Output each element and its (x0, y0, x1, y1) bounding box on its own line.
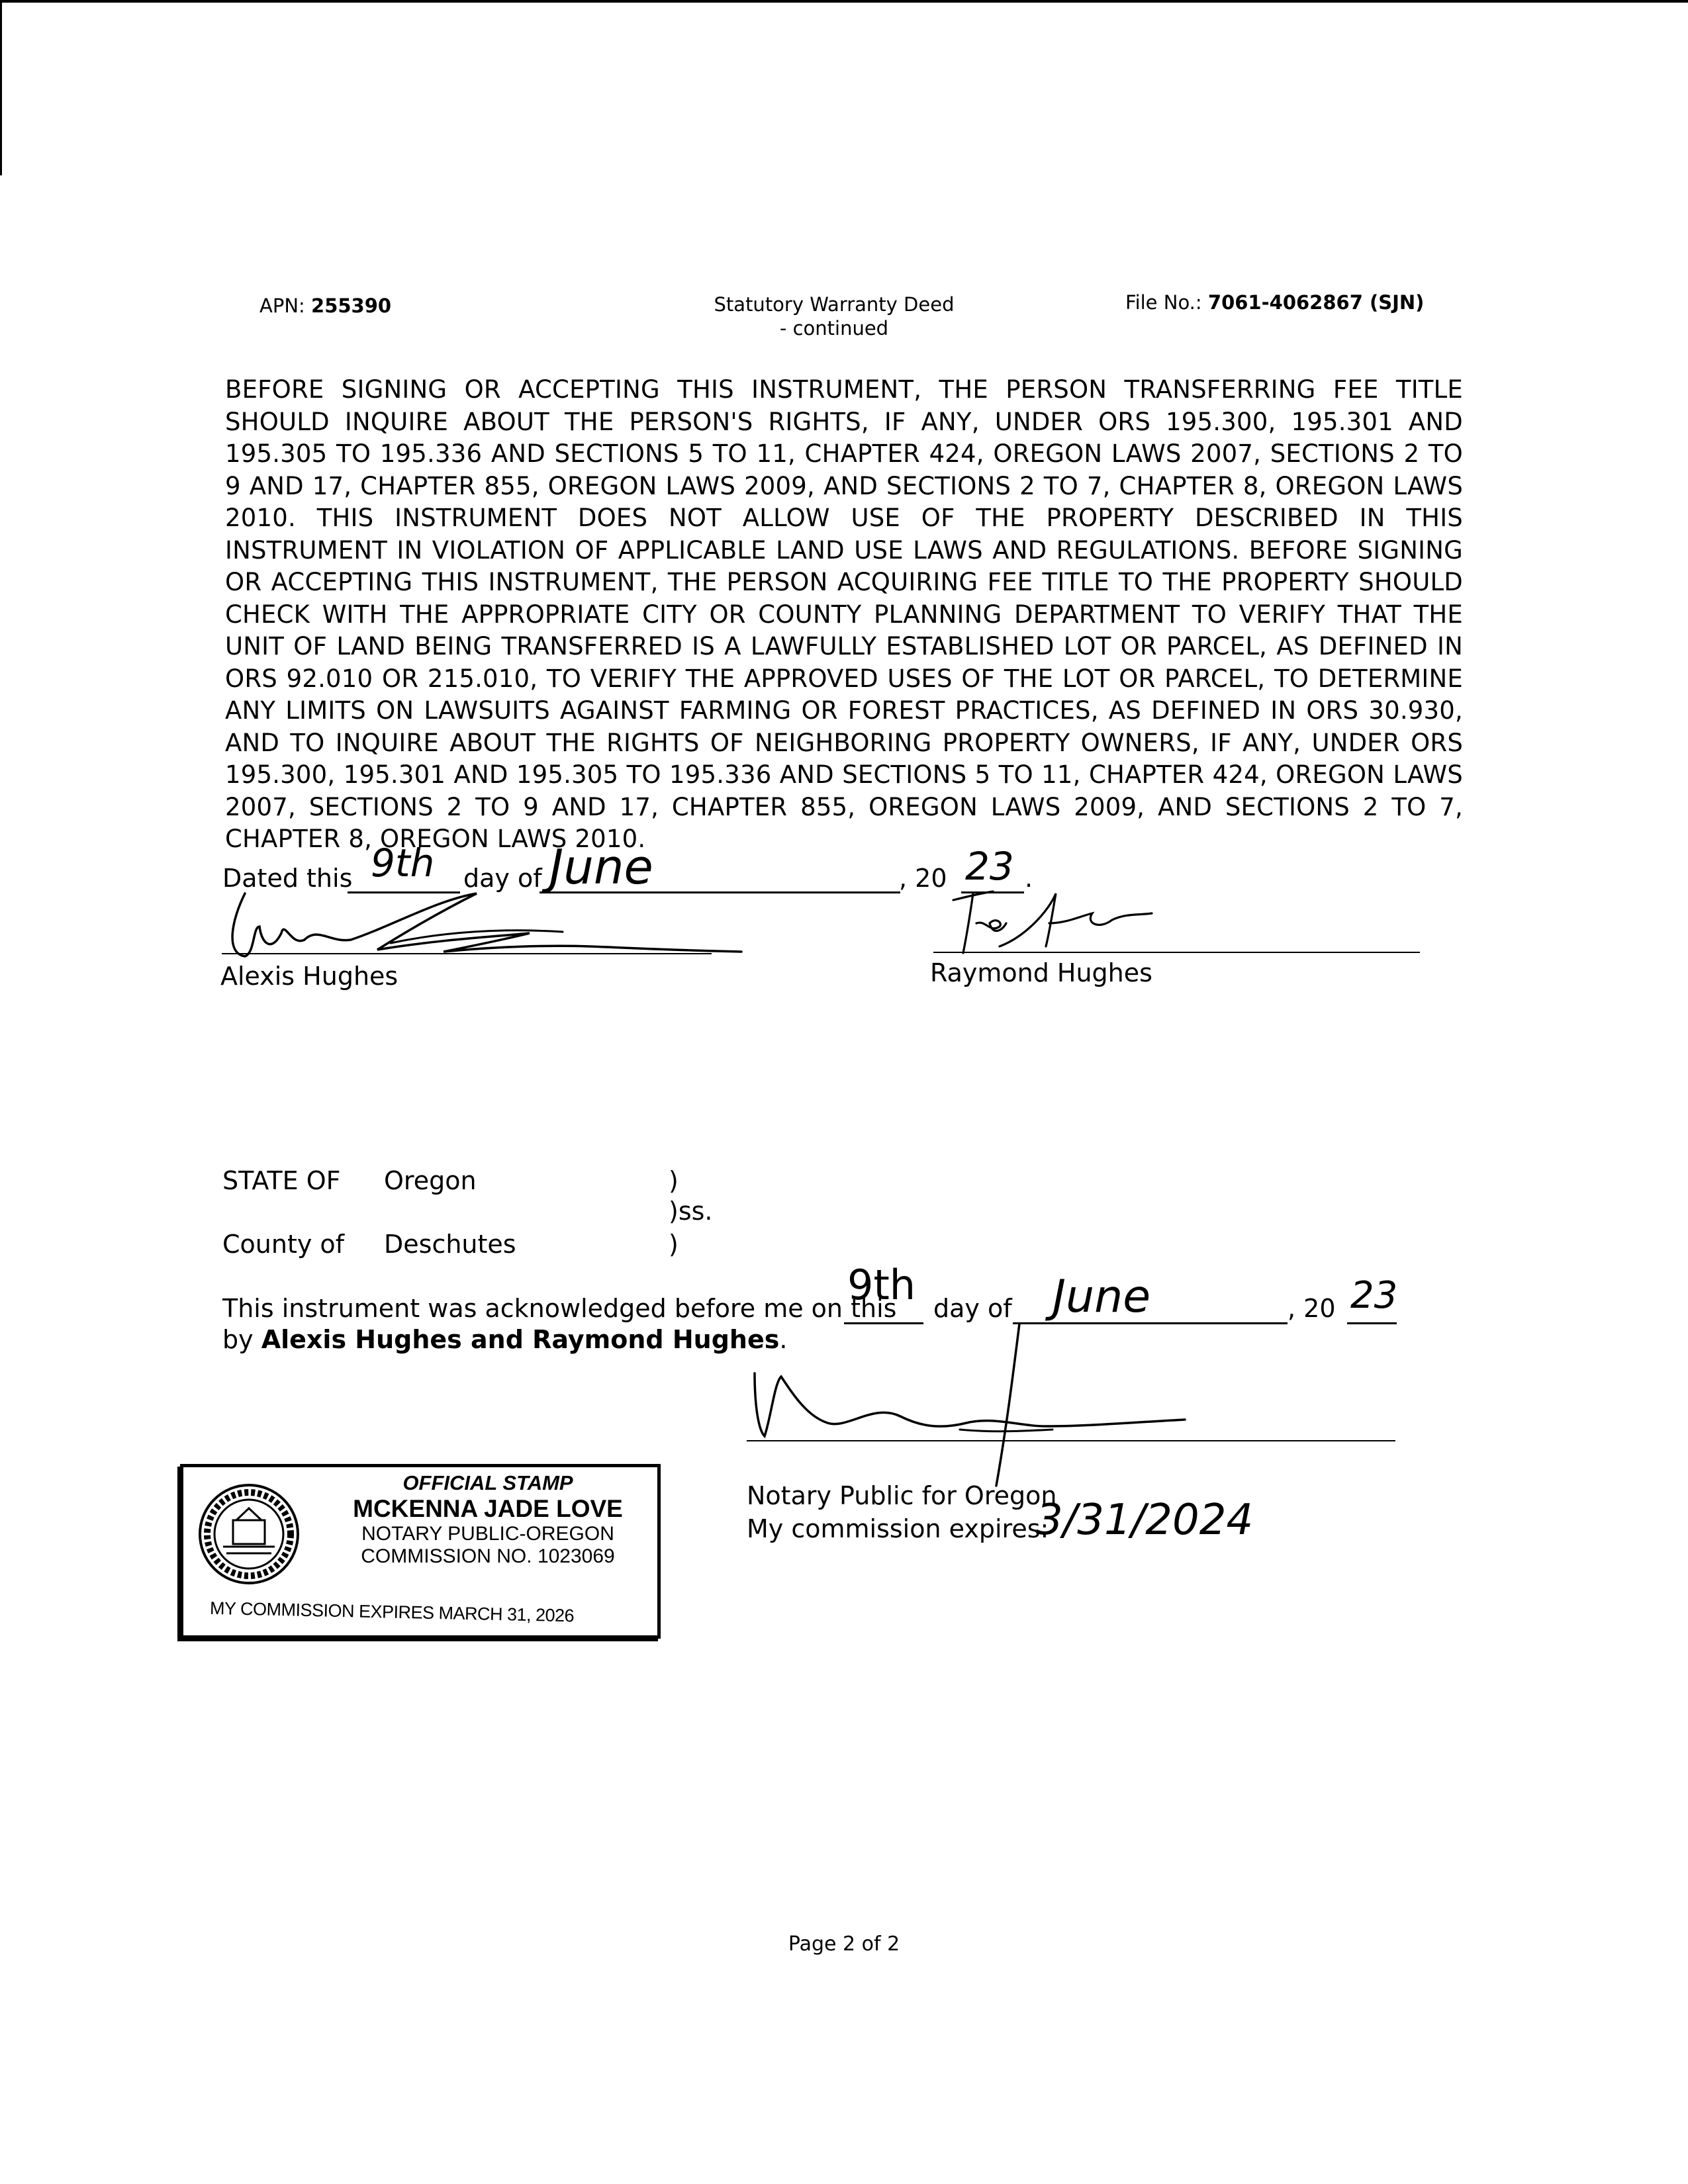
notary-signature (741, 1324, 1205, 1489)
dated-year-prefix: , 20 (899, 864, 947, 893)
dated-day-handwritten: 9th (371, 841, 435, 886)
ack-year-line (1347, 1322, 1397, 1324)
stamp-text-block (326, 1471, 650, 1568)
by-prefix: by (222, 1325, 254, 1354)
stamp-line-official: OFFICIAL STAMP (402, 1471, 573, 1494)
official-notary-stamp (180, 1464, 661, 1639)
scan-edge-left (0, 0, 2, 175)
legal-disclaimer-paragraph: BEFORE SIGNING OR ACCEPTING THIS INSTRUMENT, THE PERSON TRANSFERRING FEE TITLE SHOULD INQUIRE ABOUT THE PERSON'S RIGHTS, IF ANY, UNDER ORS 195.300, 195.301 AND 195.305 TO 195.336 AND SECTIONS 5 TO 11, CHAPTER 424, OREGON LAWS 2007, SECTIONS 2 TO 9 AND 17, CHAPTER 855, OREGON LAWS 2009, AND SECTIONS 2 TO 7, CHAPTER 8, OREGON LAWS 2010. THIS INSTRUMENT DOES NOT ALLOW USE OF THE PROPERTY DESCRIBED IN THIS INSTRUMENT IN VIOLATION OF APPLICABLE LAND USE LAWS AND REGULATIONS. BEFORE SIGNING OR ACCEPTING THIS INSTRUMENT, THE PERSON ACQUIRING FEE TITLE TO THE PROPERTY SHOULD CHECK WITH THE APPROPRIATE CITY OR COUNTY PLANNING DEPARTMENT TO VERIFY THAT THE UNIT OF LAND BEING TRANSFERRED IS A LAWFULLY ESTABLISHED LOT OR PARCEL, AS DEFINED IN ORS 92.010 OR 215.010, TO VERIFY THE APPROVED USES OF THE LOT OR PARCEL, TO DETERMINE ANY LIMITS ON LAWSUITS AGAINST FARMING OR FOREST PRACTICES, AS DEFINED IN ORS 30.930, AND TO INQUIRE ABOUT THE RIGHTS OF NEIGHBORING PROPERTY OWNERS, IF ANY, UNDER ORS 195.300, 195.301 AND 195.305 TO 195.336 AND SECTIONS 5 TO 11, CHAPTER 424, OREGON LAWS 2007, SECTIONS 2 TO 9 AND 17, CHAPTER 855, OREGON LAWS 2009, AND SECTIONS 2 TO 7, CHAPTER 8, OREGON LAWS 2010. (225, 375, 1463, 853)
county-label: County of (222, 1230, 345, 1259)
signature-line-right (933, 952, 1420, 953)
venue-paren-2: ) (669, 1230, 679, 1259)
notary-title: Notary Public for Oregon (747, 1481, 1057, 1510)
stamp-line-expires: MY COMMISSION EXPIRES MARCH 31, 2026 (209, 1598, 575, 1626)
file-value: 7061-4062867 (SJN) (1207, 291, 1425, 314)
scan-edge-top (0, 0, 1688, 3)
document-title (662, 293, 1006, 340)
ack-day-of: day of (933, 1294, 1012, 1323)
acknowledged-by (222, 1325, 787, 1354)
signature-line-left (222, 953, 712, 954)
apn-label: APN: (259, 295, 305, 317)
doc-title: Statutory Warranty Deed (714, 293, 955, 316)
state-label: STATE OF (222, 1166, 341, 1195)
ack-day-handwritten: 9th (847, 1261, 916, 1309)
ack-year-prefix: , 20 (1288, 1294, 1336, 1323)
signer-name-right: Raymond Hughes (930, 958, 1152, 987)
dated-year-handwritten: 23 (965, 844, 1014, 889)
venue-ss: )ss. (669, 1197, 713, 1226)
venue-paren-1: ) (669, 1166, 679, 1195)
dated-month-handwritten: June (549, 839, 653, 895)
doc-subtitle: - continued (779, 317, 889, 340)
apn-value: 255390 (311, 295, 392, 317)
ack-year-handwritten: 23 (1350, 1274, 1398, 1317)
file-number-header (1125, 291, 1424, 314)
signer-name-left: Alexis Hughes (220, 962, 399, 991)
stamp-line-notary-name: MCKENNA JADE LOVE (353, 1495, 623, 1522)
ack-month-handwritten: June (1053, 1271, 1151, 1323)
file-label: File No.: (1125, 291, 1202, 314)
by-names: Alexis Hughes and Raymond Hughes (261, 1325, 780, 1354)
by-suffix: . (779, 1325, 788, 1354)
apn-header (259, 295, 391, 317)
commission-label: My commission expires: (747, 1514, 1049, 1543)
state-value: Oregon (384, 1166, 477, 1195)
dated-day-of: day of (463, 864, 542, 893)
signature-raymond-hughes (927, 884, 1165, 963)
stamp-line-commission-no: COMMISSION NO. 1023069 (361, 1545, 615, 1567)
acknowledgment-prefix: This instrument was acknowledged before me on this (222, 1294, 897, 1323)
dated-prefix: Dated this (222, 864, 353, 893)
commission-expiry-handwritten: 3/31/2024 (1036, 1496, 1254, 1545)
page-number: Page 2 of 2 (788, 1933, 900, 1956)
notary-signature-line (747, 1440, 1395, 1441)
dated-year-suffix: . (1025, 864, 1033, 893)
stamp-line-notary-public: NOTARY PUBLIC-OREGON (361, 1523, 614, 1545)
state-of-oregon-seal-icon (197, 1482, 301, 1586)
county-value: Deschutes (384, 1230, 516, 1259)
